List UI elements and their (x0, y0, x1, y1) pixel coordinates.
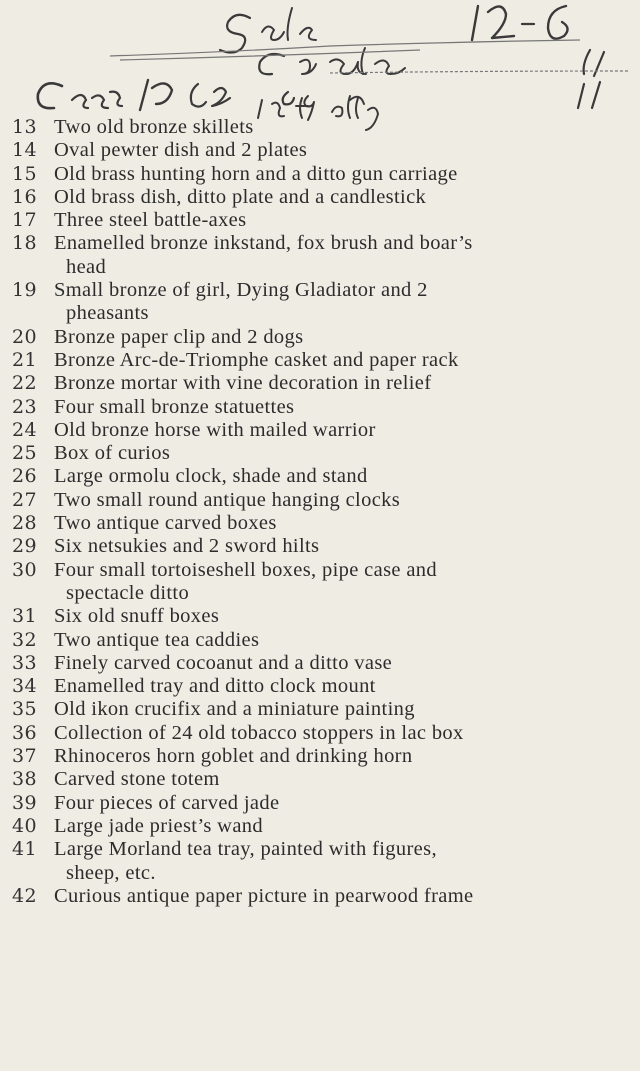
lot-item (12, 745, 622, 768)
lot-item (12, 349, 622, 372)
lot-number: 41 (12, 838, 37, 861)
lot-number: 16 (12, 185, 37, 208)
lot-item (12, 722, 622, 745)
lot-number: 38 (12, 768, 37, 791)
lot-description: Small bronze of girl, Dying Gladiator and 2 (54, 279, 428, 302)
lot-item (12, 232, 622, 279)
lot-description-block (54, 815, 622, 838)
lot-description: Large jade priest’s wand (54, 814, 263, 837)
lot-description-block (54, 559, 622, 606)
lot-description: Bronze mortar with vine decoration in relief (54, 372, 432, 395)
lot-number: 35 (12, 698, 37, 721)
lot-description-block (54, 349, 622, 372)
lot-number: 13 (12, 116, 37, 138)
lot-number: 30 (12, 558, 37, 581)
lot-description: Finely carved cocoanut and a ditto vase (54, 651, 393, 674)
lot-item (12, 559, 622, 606)
lot-item (12, 652, 622, 675)
lot-number: 23 (12, 395, 37, 418)
lot-description: Four small bronze statuettes (54, 395, 295, 418)
lot-item (12, 419, 622, 442)
lot-item (12, 489, 622, 512)
lot-number: 37 (12, 745, 37, 768)
lot-description: Bronze Arc-de-Triomphe casket and paper rack (54, 348, 459, 371)
lot-description-block (54, 116, 622, 139)
lot-description-block (54, 163, 622, 186)
lot-description-block (54, 209, 622, 232)
lot-item (12, 768, 622, 791)
lot-number: 28 (12, 512, 37, 535)
lot-description-continuation: pheasants (66, 302, 149, 325)
lot-description-block (54, 629, 622, 652)
lot-item (12, 838, 622, 885)
lot-number: 25 (12, 442, 37, 465)
lot-description: Four pieces of carved jade (54, 791, 280, 814)
lot-description-block (54, 419, 622, 442)
lot-item (12, 512, 622, 535)
lot-description-block (54, 652, 622, 675)
lot-list (12, 116, 622, 908)
lot-description: Old bronze horse with mailed warrior (54, 418, 376, 441)
lot-item (12, 372, 622, 395)
lot-description-block (54, 535, 622, 558)
lot-item (12, 139, 622, 162)
lot-item (12, 186, 622, 209)
lot-description-block (54, 768, 622, 791)
lot-number: 14 (12, 139, 37, 162)
lot-description-block (54, 465, 622, 488)
lot-item (12, 629, 622, 652)
lot-number: 20 (12, 325, 37, 348)
lot-description: Four small tortoiseshell boxes, pipe case and (54, 558, 437, 581)
lot-number: 26 (12, 465, 37, 488)
lot-item (12, 815, 622, 838)
lot-number: 34 (12, 675, 37, 698)
lot-number: 39 (12, 791, 37, 814)
handwritten-annotation (0, 0, 640, 135)
lot-description: Box of curios (54, 442, 171, 465)
lot-description: Two old bronze skillets (54, 116, 254, 138)
lot-number: 18 (12, 232, 37, 255)
lot-description: Old ikon crucifix and a miniature painting (54, 698, 415, 721)
lot-item (12, 209, 622, 232)
lot-description: Carved stone totem (54, 768, 220, 791)
lot-item (12, 116, 622, 139)
lot-item (12, 465, 622, 488)
lot-number: 21 (12, 348, 37, 371)
lot-description-block (54, 512, 622, 535)
lot-item (12, 792, 622, 815)
lot-description: Two antique carved boxes (54, 512, 277, 535)
lot-description-block (54, 722, 622, 745)
lot-description-block (54, 745, 622, 768)
lot-description-block (54, 698, 622, 721)
lot-description-block (54, 326, 622, 349)
lot-description: Six netsukies and 2 sword hilts (54, 535, 320, 558)
lot-description-block (54, 442, 622, 465)
lot-description: Six old snuff boxes (54, 605, 220, 628)
lot-number: 17 (12, 209, 37, 232)
lot-description-block (54, 605, 622, 628)
lot-item (12, 698, 622, 721)
lot-description-continuation: head (66, 255, 107, 278)
lot-number: 32 (12, 628, 37, 651)
lot-description-block (54, 232, 622, 279)
lot-number: 15 (12, 162, 37, 185)
lot-number: 40 (12, 814, 37, 837)
lot-description-block (54, 372, 622, 395)
handwriting-scribble (0, 0, 640, 135)
lot-number: 33 (12, 651, 37, 674)
lot-description: Large ormolu clock, shade and stand (54, 465, 368, 488)
lot-description-block (54, 489, 622, 512)
lot-number: 19 (12, 279, 37, 302)
lot-description: Large Morland tea tray, painted with figures, (54, 838, 437, 861)
lot-description: Rhinoceros horn goblet and drinking horn (54, 745, 413, 768)
lot-item (12, 605, 622, 628)
lot-description: Old brass dish, ditto plate and a candlestick (54, 185, 427, 208)
lot-description: Enamelled bronze inkstand, fox brush and boar’s (54, 232, 473, 255)
lot-description-block (54, 885, 622, 908)
lot-item (12, 885, 622, 908)
lot-description-continuation: spectacle ditto (66, 581, 190, 604)
lot-description-block (54, 838, 622, 885)
lot-description: Old brass hunting horn and a ditto gun carriage (54, 162, 458, 185)
lot-description-block (54, 675, 622, 698)
lot-description: Two small round antique hanging clocks (54, 488, 401, 511)
lot-description: Enamelled tray and ditto clock mount (54, 675, 376, 698)
lot-number: 29 (12, 535, 37, 558)
lot-item (12, 535, 622, 558)
lot-description: Two antique tea caddies (54, 628, 260, 651)
lot-description: Curious antique paper picture in pearwood frame (54, 884, 474, 907)
lot-item (12, 396, 622, 419)
lot-number: 24 (12, 418, 37, 441)
lot-item (12, 279, 622, 326)
lot-item (12, 675, 622, 698)
lot-description-block (54, 139, 622, 162)
lot-description-continuation: sheep, etc. (66, 861, 156, 884)
lot-number: 22 (12, 372, 37, 395)
lot-number: 31 (12, 605, 37, 628)
lot-description: Collection of 24 old tobacco stoppers in lac box (54, 721, 464, 744)
lot-description-block (54, 186, 622, 209)
lot-number: 27 (12, 488, 37, 511)
lot-item (12, 442, 622, 465)
lot-number: 42 (12, 884, 37, 907)
lot-description: Three steel battle-axes (54, 209, 247, 232)
lot-item (12, 163, 622, 186)
lot-number: 36 (12, 721, 37, 744)
lot-item (12, 326, 622, 349)
lot-description-block (54, 792, 622, 815)
lot-description: Bronze paper clip and 2 dogs (54, 325, 304, 348)
lot-description-block (54, 279, 622, 326)
lot-description: Oval pewter dish and 2 plates (54, 139, 308, 162)
lot-description-block (54, 396, 622, 419)
